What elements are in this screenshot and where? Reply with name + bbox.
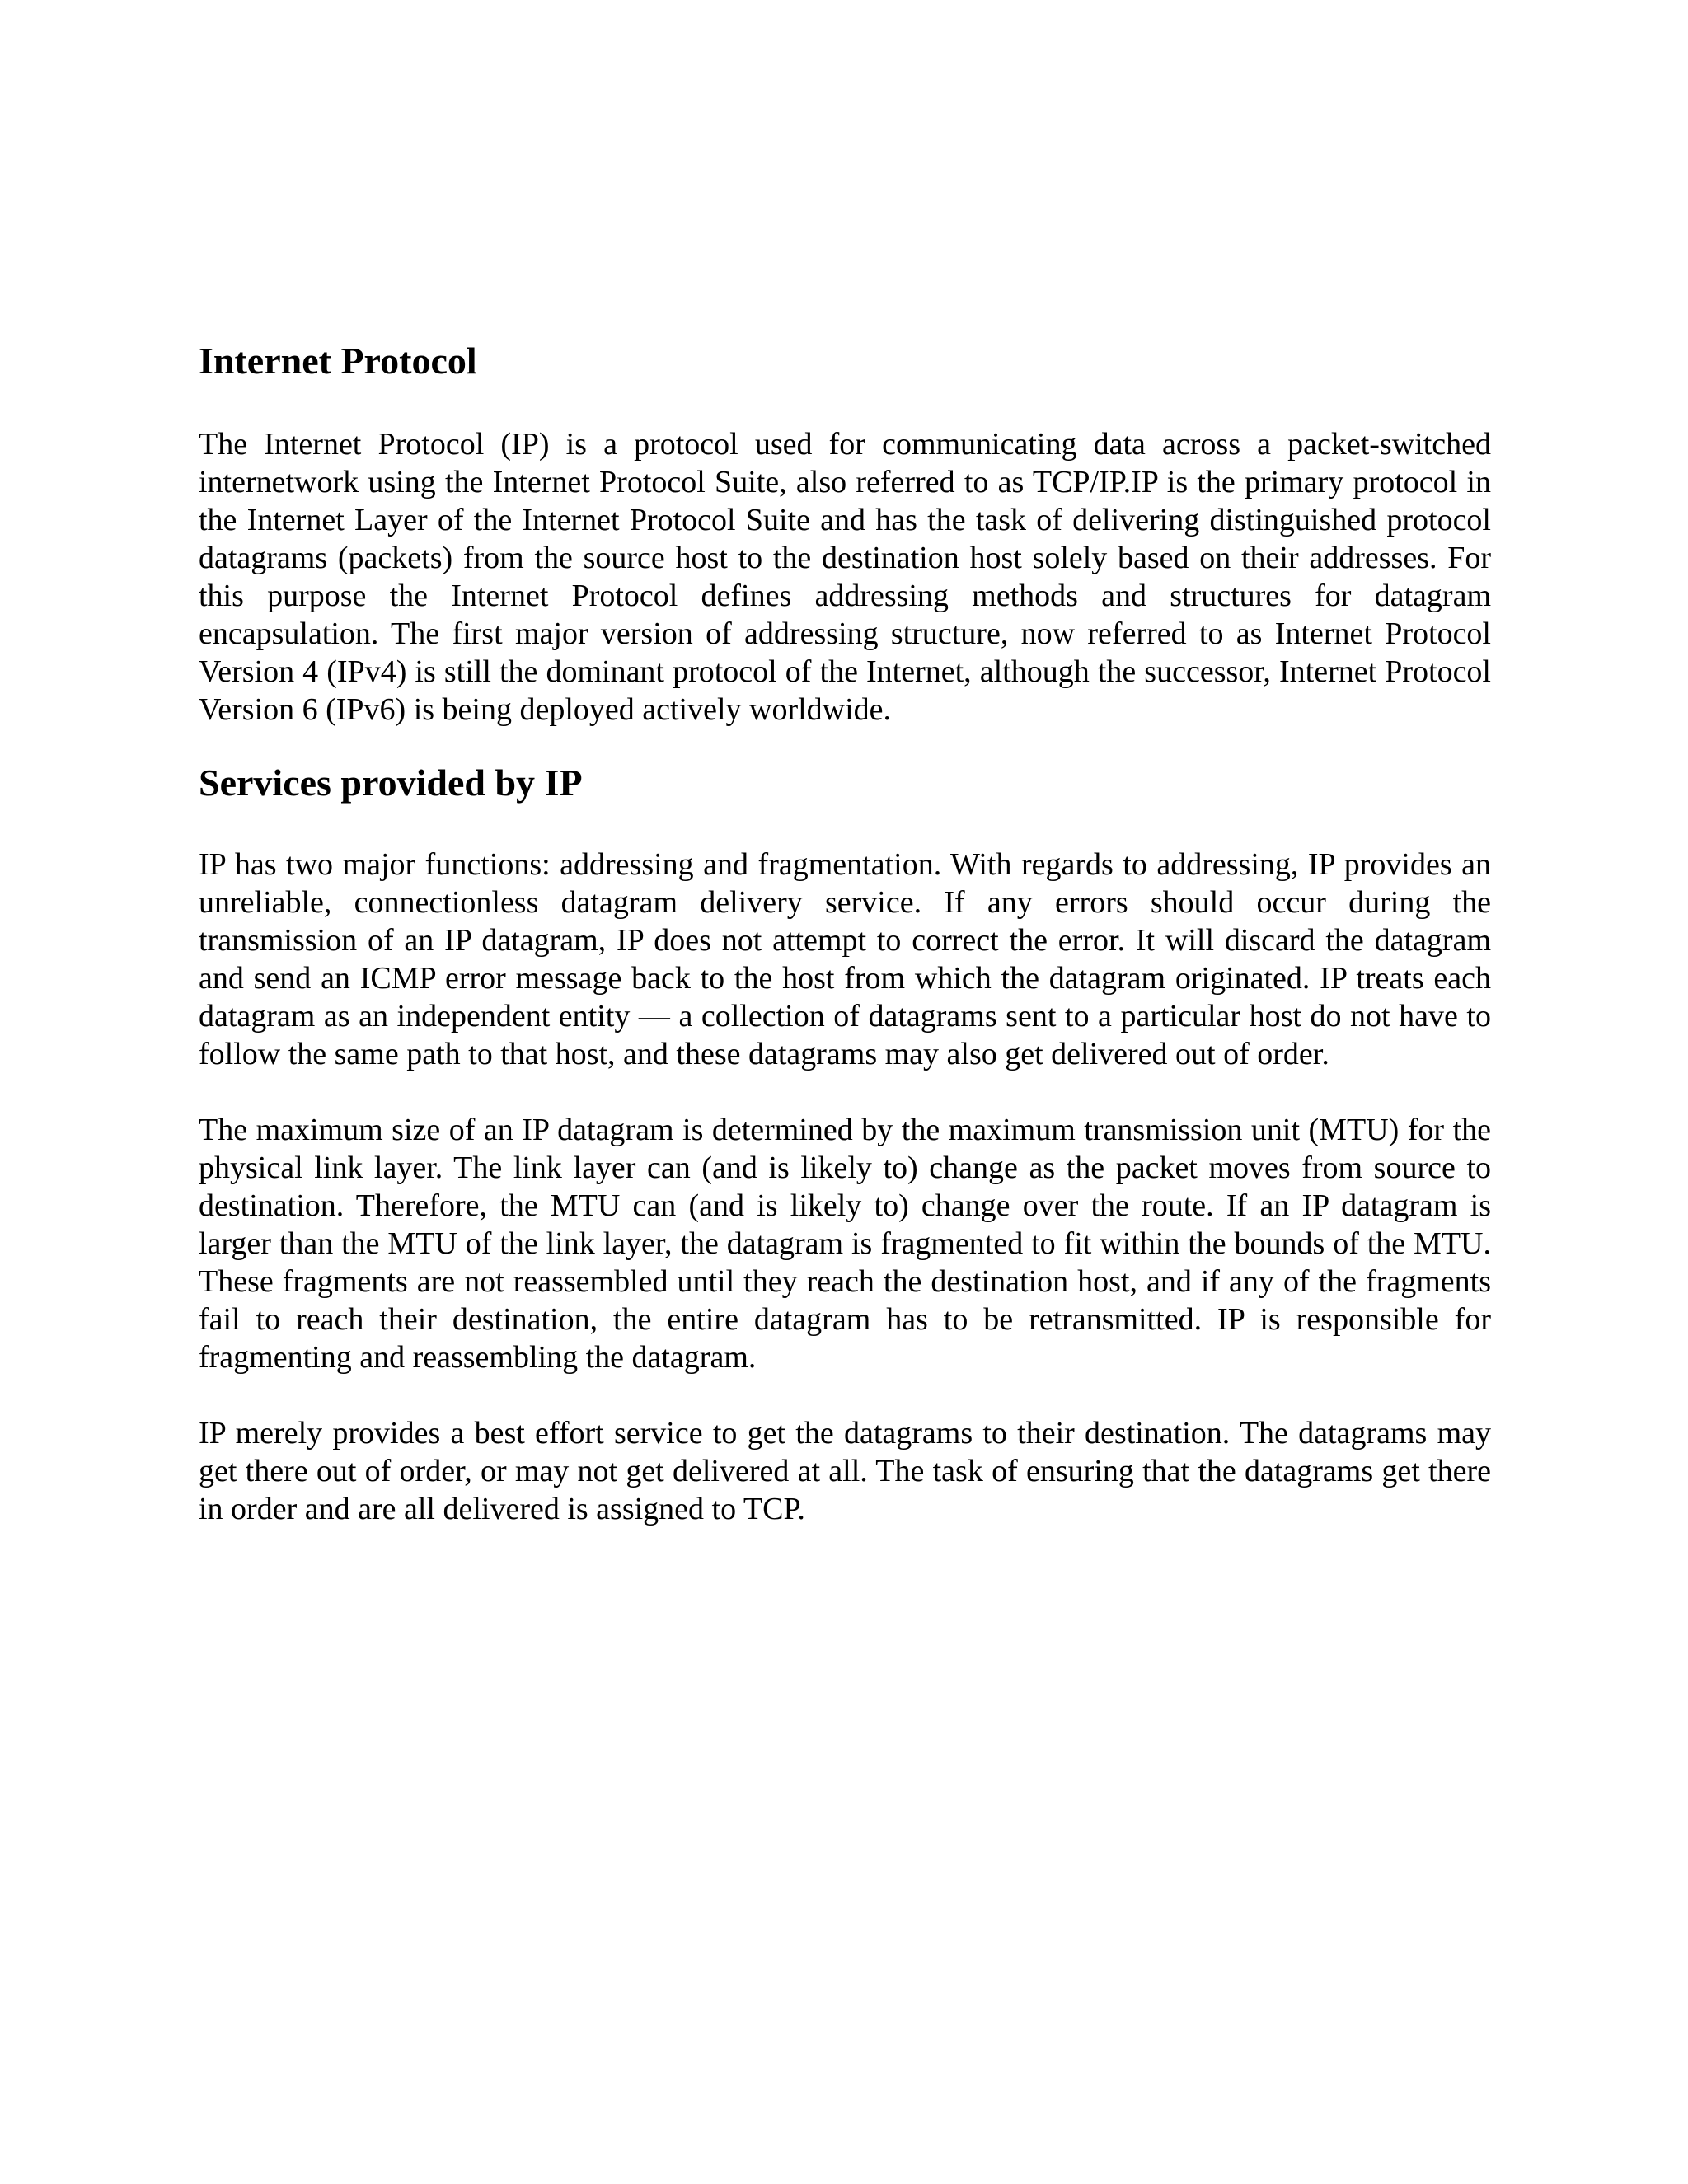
section-heading-services-provided: Services provided by IP bbox=[199, 762, 583, 804]
section-heading-internet-protocol: Internet Protocol bbox=[199, 340, 477, 382]
paragraph-ip-functions: IP has two major functions: addressing and fragmentation. With regards to addressing, IP provides an unreliable, connectionless datagram delivery service. If any errors should occur during the transmission of an IP datagram, IP does not attempt to correct the error. It will discard the datagram and send an ICMP error message back to the host from which the datagram originated. IP treats each datagram as an independent entity — a collection of datagrams sent to a particular host do not have to follow the same path to that host, and these datagrams may also get delivered out of order. bbox=[199, 847, 1491, 1071]
paragraph-ip-overview: The Internet Protocol (IP) is a protocol used for communicating data across a packet-switched internetwork using the Internet Protocol Suite, also referred to as TCP/IP.IP is the primary protocol in the Internet Layer of the Internet Protocol Suite and has the task of delivering distinguished protocol datagrams (packets) from the source host to the destination host solely based on their addresses. For this purpose the Internet Protocol defines addressing methods and structures for datagram encapsulation. The first major version of addressing structure, now referred to as Internet Protocol Version 4 (IPv4) is still the dominant protocol of the Internet, although the successor, Internet Protocol Version 6 (IPv6) is being deployed actively worldwide. bbox=[199, 427, 1491, 727]
document-page bbox=[199, 338, 1491, 1528]
paragraph-ip-best-effort: IP merely provides a best effort service to get the datagrams to their destination. The datagrams may get there out of order, or may not get delivered at all. The task of ensuring that the datagrams get there in order and are all delivered is assigned to TCP. bbox=[199, 1416, 1491, 1526]
paragraph-ip-mtu: The maximum size of an IP datagram is determined by the maximum transmission unit (MTU) for the physical link layer. The link layer can (and is likely to) change as the packet moves from source to destination. Therefore, the MTU can (and is likely to) change over the route. If an IP datagram is larger than the MTU of the link layer, the datagram is fragmented to fit within the bounds of the MTU. These fragments are not reassembled until they reach the destination host, and if any of the fragments fail to reach their destination, the entire datagram has to be retransmitted. IP is responsible for fragmenting and reassembling the datagram. bbox=[199, 1113, 1491, 1375]
